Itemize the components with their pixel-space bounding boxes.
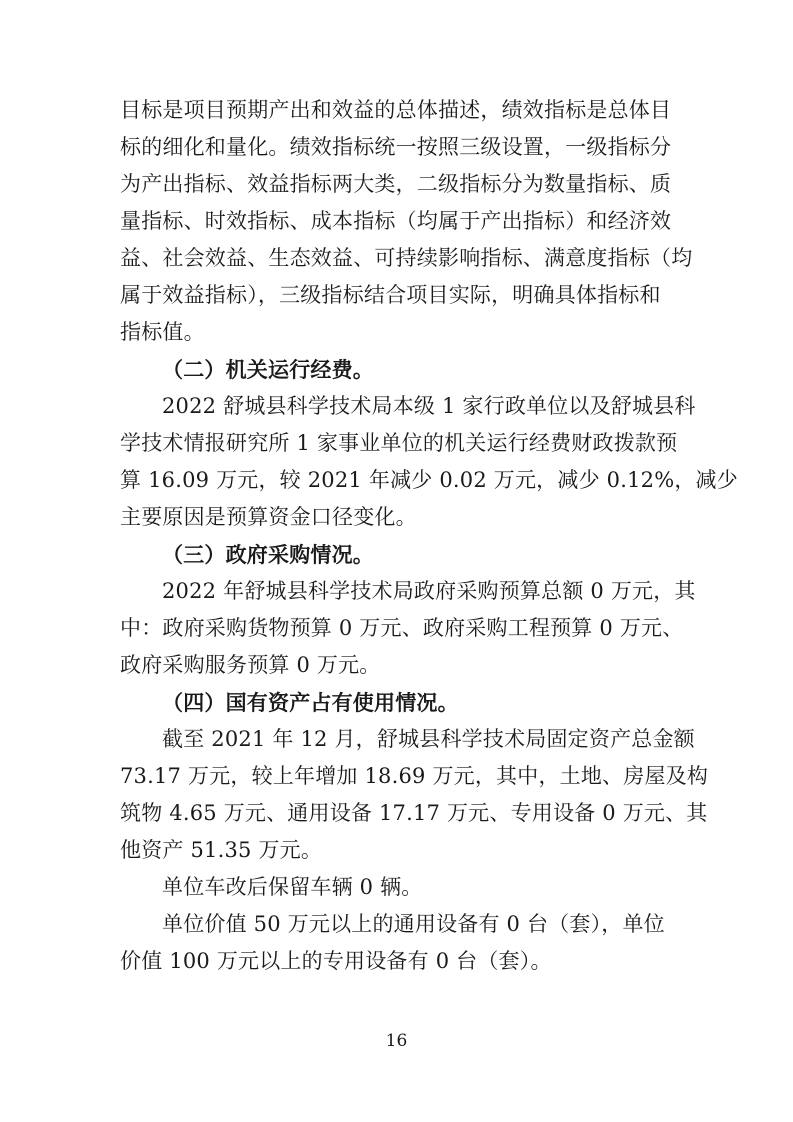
paragraph-vehicles: 单位车改后保留车辆 0 辆。 bbox=[162, 875, 423, 899]
text-line: 属于效益指标），三级指标结合项目实际，明确具体指标和 bbox=[120, 283, 661, 307]
document-page bbox=[120, 92, 738, 980]
text-line: 指标值。 bbox=[120, 320, 205, 344]
section-heading-state-assets: （四）国有资产占有使用情况。 bbox=[162, 690, 459, 715]
text-line: 单位价值 50 万元以上的通用设备有 0 台（套），单位 bbox=[162, 912, 665, 936]
text-line: 他资产 51.35 万元。 bbox=[120, 838, 323, 862]
text-line: 73.17 万元，较上年增加 18.69 万元，其中，土地、房屋及构 bbox=[120, 764, 709, 788]
text-line: 截至 2021 年 12 月，舒城县科学技术局固定资产总金额 bbox=[162, 727, 695, 751]
text-line: 目标是项目预期产出和效益的总体描述，绩效指标是总体目 bbox=[120, 98, 672, 122]
section-heading-procurement: （三）政府采购情况。 bbox=[162, 542, 374, 567]
paragraph-performance-indicators bbox=[120, 92, 693, 351]
text-line: 2022 舒城县科学技术局本级 1 家行政单位以及舒城县科 bbox=[162, 394, 696, 418]
text-line: 2022 年舒城县科学技术局政府采购预算总额 0 万元，其 bbox=[162, 579, 696, 603]
text-line: 中：政府采购货物预算 0 万元、政府采购工程预算 0 万元、 bbox=[120, 616, 684, 640]
text-line: 益、社会效益、生态效益、可持续影响指标、满意度指标（均 bbox=[120, 246, 693, 270]
section-heading-operating-expenses: （二）机关运行经费。 bbox=[162, 357, 374, 382]
text-line: 筑物 4.65 万元、通用设备 17.17 万元、专用设备 0 万元、其 bbox=[120, 801, 708, 825]
text-line: 量指标、时效指标、成本指标（均属于产出指标）和经济效 bbox=[120, 209, 672, 233]
text-line: 价值 100 万元以上的专用设备有 0 台（套）。 bbox=[120, 949, 552, 973]
paragraph-procurement bbox=[120, 573, 696, 684]
paragraph-fixed-assets bbox=[120, 721, 709, 869]
text-line: 标的细化和量化。绩效指标统一按照三级设置，一级指标分 bbox=[120, 135, 672, 159]
paragraph-operating-expenses bbox=[120, 388, 738, 536]
text-line: 政府采购服务预算 0 万元。 bbox=[120, 653, 381, 677]
page-number: 16 bbox=[385, 1031, 408, 1051]
text-line: 主要原因是预算资金口径变化。 bbox=[120, 505, 417, 529]
paragraph-equipment bbox=[120, 906, 680, 980]
text-line: 学技术情报研究所 1 家事业单位的机关运行经费财政拨款预 bbox=[120, 431, 678, 455]
text-line: 为产出指标、效益指标两大类，二级指标分为数量指标、质 bbox=[120, 172, 672, 196]
text-line: 算 16.09 万元，较 2021 年减少 0.02 万元，减少 0.12%，减少 bbox=[120, 468, 738, 492]
